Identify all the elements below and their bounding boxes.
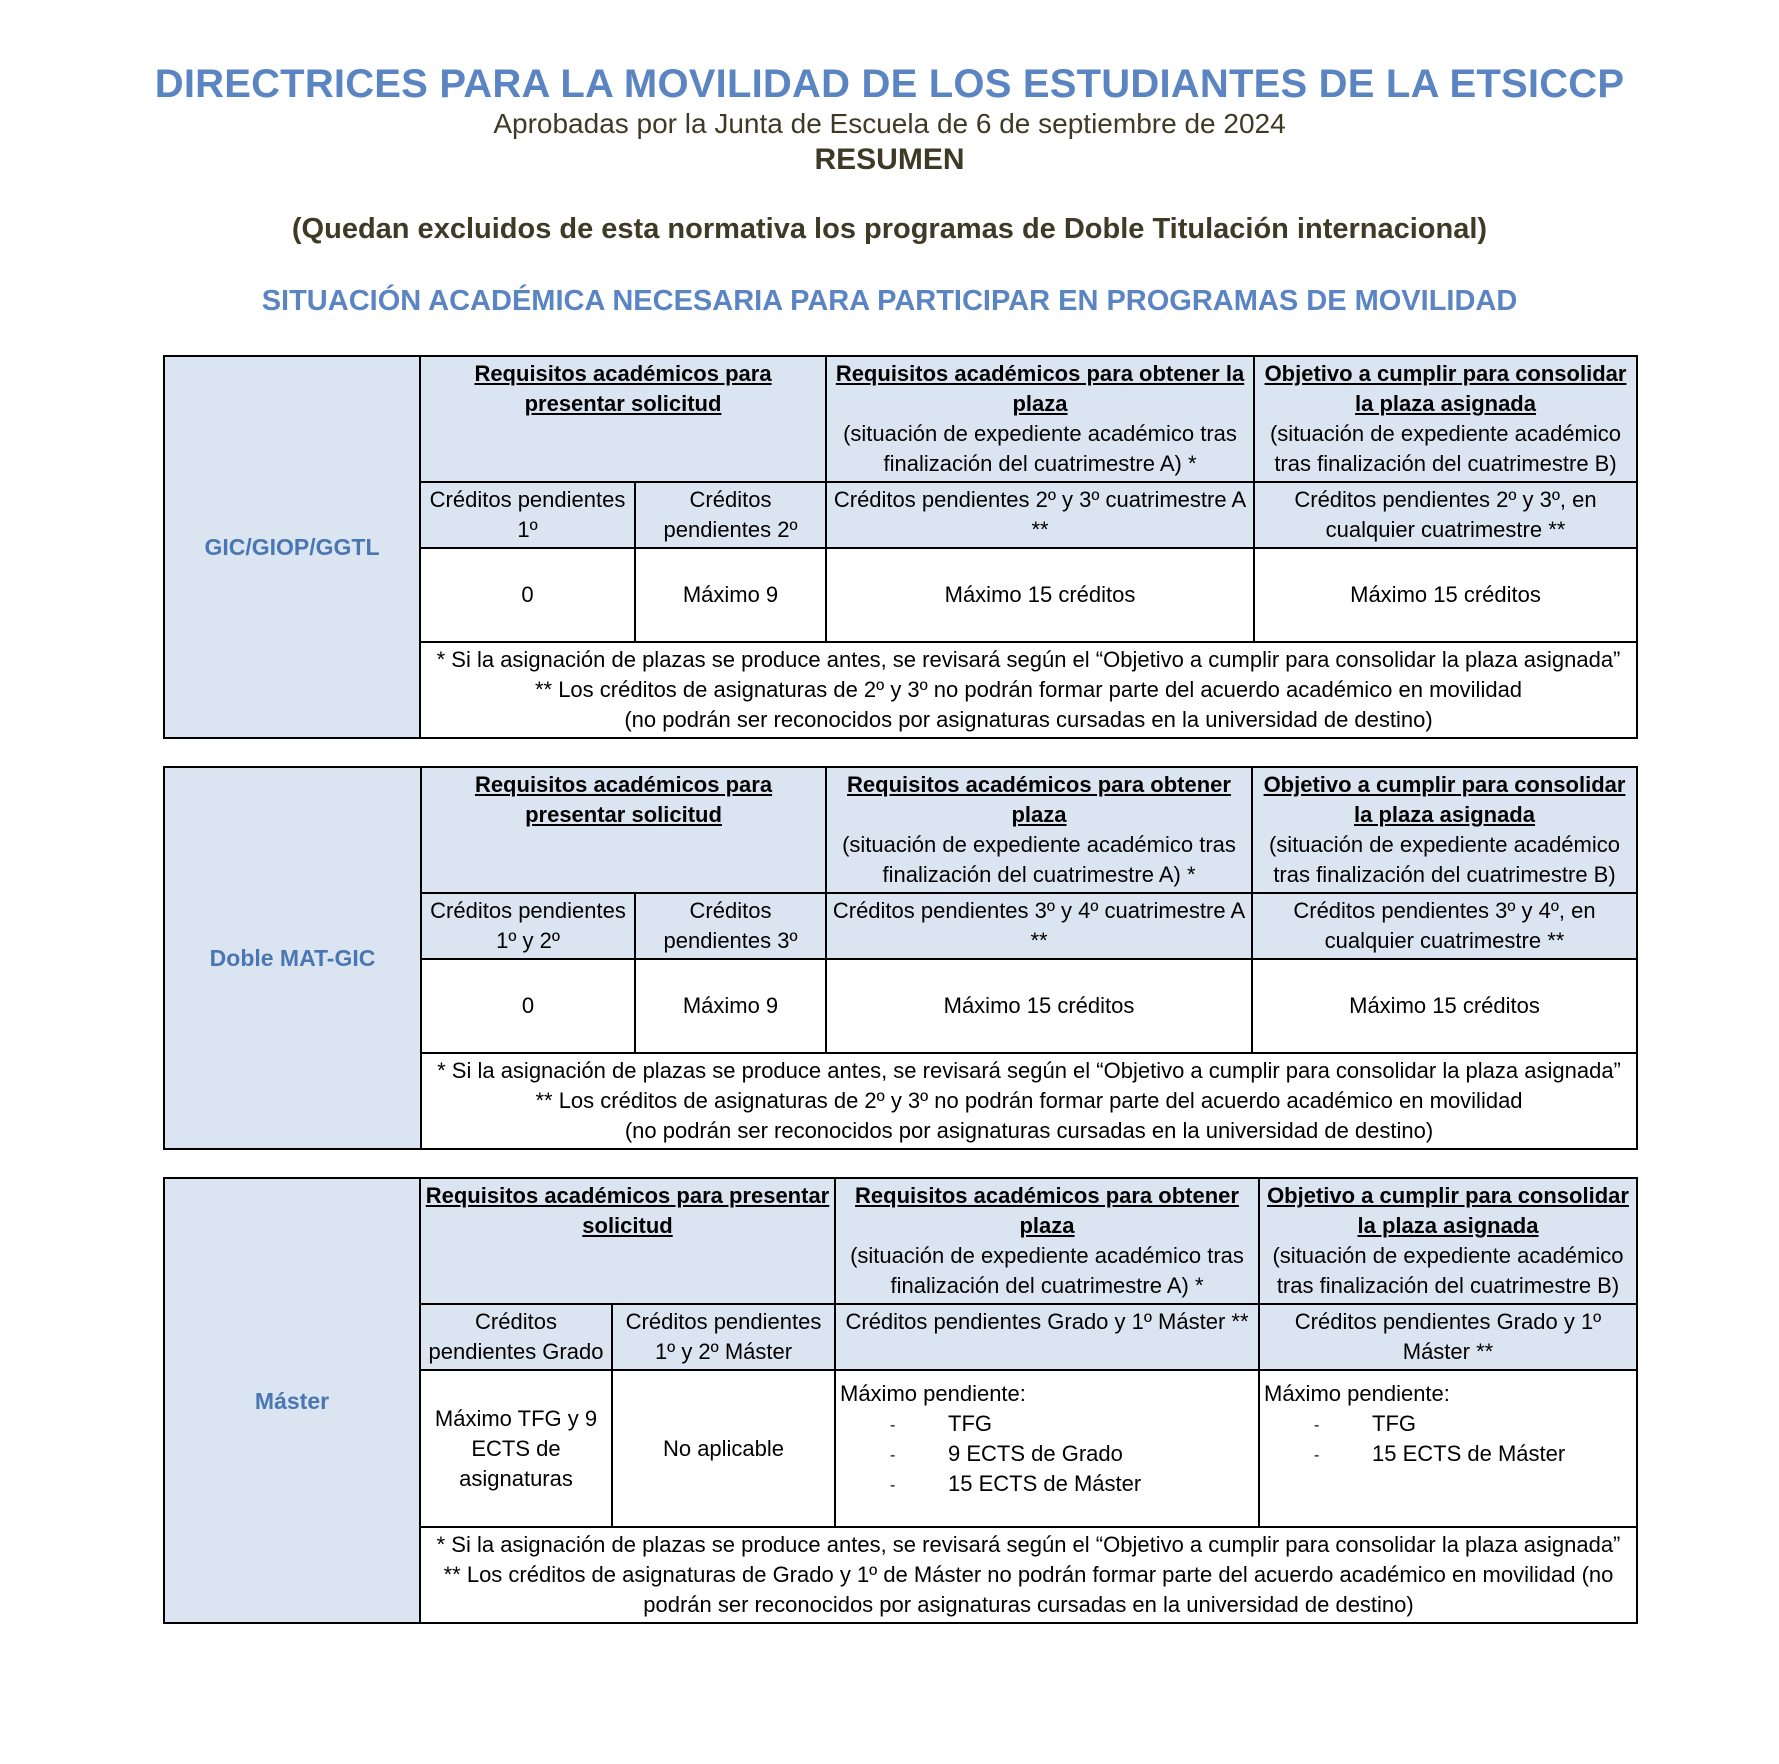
subheader: Créditos pendientes 3º y 4º, en cualquier cuatrimestre ** [1252, 893, 1637, 959]
header-title: Requisitos académicos para obtener plaza [847, 772, 1231, 827]
list-item: - TFG [890, 1409, 1255, 1439]
list-lead: Máximo pendiente: [840, 1381, 1026, 1406]
subheader: Créditos pendientes 2º y 3º, en cualquier cuatrimestre ** [1254, 482, 1637, 548]
header-obtain [835, 1178, 1259, 1304]
header-obtain [826, 356, 1254, 482]
list-item: - 9 ECTS de Grado [890, 1439, 1255, 1469]
header-title: Requisitos académicos para obtener la plaza [835, 361, 1245, 416]
requirements-table-doble [163, 766, 1638, 1150]
header-subtitle: (situación de expediente académico tras finalización del cuatrimestre A) * [842, 832, 1236, 887]
header-application [421, 767, 826, 893]
value-list-cell [835, 1370, 1259, 1527]
subheader: Créditos pendientes Grado y 1º Máster ** [835, 1304, 1259, 1370]
pending-list [1264, 1409, 1633, 1469]
footnotes [420, 1527, 1637, 1623]
header-title: Requisitos académicos para obtener plaza [855, 1183, 1239, 1238]
exclusion-note: (Quedan excluidos de esta normativa los programas de Doble Titulación internacional) [291, 213, 1488, 245]
header-consolidate [1252, 767, 1637, 893]
section-title: SITUACIÓN ACADÉMICA NECESARIA PARA PARTICIPAR EN PROGRAMAS DE MOVILIDAD [261, 285, 1518, 317]
value-cell: Máximo 9 [635, 548, 826, 642]
footnote: (no podrán ser reconocidos por asignaturas cursadas en la universidad de destino) [624, 707, 1433, 732]
header-consolidate [1259, 1178, 1637, 1304]
requirements-table-master [163, 1177, 1638, 1624]
list-item: - TFG [1314, 1409, 1633, 1439]
value-cell: Máximo 15 créditos [826, 548, 1254, 642]
value-cell: 0 [420, 548, 635, 642]
header-title: Objetivo a cumplir para consolidar la plaza asignada [1263, 772, 1626, 827]
footnote: * Si la asignación de plazas se produce antes, se revisará según el “Objetivo a cumplir para consolidar la plaza asignada” [436, 647, 1621, 672]
subheader: Créditos pendientes 1º [420, 482, 635, 548]
header-title: Requisitos académicos para presentar solicitud [474, 772, 773, 827]
header-title: Objetivo a cumplir para consolidar la plaza asignada [1267, 1183, 1629, 1238]
header-subtitle: (situación de expediente académico tras finalización del cuatrimestre A) * [850, 1243, 1244, 1298]
program-label: GIC/GIOP/GGTL [164, 356, 420, 738]
subheader: Créditos pendientes 1º y 2º Máster [612, 1304, 835, 1370]
header-subtitle: (situación de expediente académico tras finalización del cuatrimestre A) * [843, 421, 1237, 476]
summary-heading: RESUMEN [814, 143, 965, 176]
approval-line: Aprobadas por la Junta de Escuela de 6 de septiembre de 2024 [493, 108, 1286, 139]
header-consolidate [1254, 356, 1637, 482]
footnote: (no podrán ser reconocidos por asignaturas cursadas en la universidad de destino) [624, 1118, 1434, 1143]
subheader: Créditos pendientes Grado y 1º Máster ** [1259, 1304, 1637, 1370]
footnote: ** Los créditos de asignaturas de 2º y 3º no podrán formar parte del acuerdo académico en movilidad [535, 1088, 1523, 1113]
document-title: DIRECTRICES PARA LA MOVILIDAD DE LOS ESTUDIANTES DE LA ETSICCP [154, 62, 1625, 106]
subheader: Créditos pendientes 2º [635, 482, 826, 548]
header-title: Requisitos académicos para presentar solicitud [425, 1183, 830, 1238]
header-subtitle: (situación de expediente académico tras finalización del cuatrimestre B) [1269, 421, 1621, 476]
value-cell: Máximo 15 créditos [1252, 959, 1637, 1053]
value-cell: Máximo 9 [635, 959, 826, 1053]
header-application [420, 356, 826, 482]
value-cell: No aplicable [612, 1370, 835, 1527]
value-cell: Máximo TFG y 9 ECTS de asignaturas [420, 1370, 612, 1527]
subheader: Créditos pendientes Grado [420, 1304, 612, 1370]
header-obtain [826, 767, 1252, 893]
footnote: ** Los créditos de asignaturas de 2º y 3º no podrán formar parte del acuerdo académico en movilidad [534, 677, 1523, 702]
footnotes [421, 1053, 1637, 1149]
header-application [420, 1178, 835, 1304]
list-lead: Máximo pendiente: [1264, 1381, 1450, 1406]
footnotes [420, 642, 1637, 738]
footnote: * Si la asignación de plazas se produce antes, se revisará según el “Objetivo a cumplir para consolidar la plaza asignada” [437, 1058, 1621, 1083]
footnote: ** Los créditos de asignaturas de Grado y 1º de Máster no podrán formar parte del acuerdo académico en movilidad (no podrán ser reconocidos por asignaturas cursadas en la universidad de destino) [443, 1562, 1614, 1617]
subheader: Créditos pendientes 2º y 3º cuatrimestre A ** [826, 482, 1254, 548]
subheader: Créditos pendientes 1º y 2º [421, 893, 635, 959]
header-subtitle: (situación de expediente académico tras finalización del cuatrimestre B) [1268, 832, 1620, 887]
subheader: Créditos pendientes 3º [635, 893, 826, 959]
value-cell: Máximo 15 créditos [826, 959, 1252, 1053]
pending-list [840, 1409, 1255, 1499]
program-label: Doble MAT-GIC [164, 767, 421, 1149]
footnote: * Si la asignación de plazas se produce antes, se revisará según el “Objetivo a cumplir para consolidar la plaza asignada” [436, 1532, 1621, 1557]
header-subtitle: (situación de expediente académico tras finalización del cuatrimestre B) [1272, 1243, 1624, 1298]
list-item: - 15 ECTS de Máster [1314, 1439, 1633, 1469]
header-title: Objetivo a cumplir para consolidar la plaza asignada [1264, 361, 1627, 416]
subheader: Créditos pendientes 3º y 4º cuatrimestre A ** [826, 893, 1252, 959]
value-cell: Máximo 15 créditos [1254, 548, 1637, 642]
value-cell: 0 [421, 959, 635, 1053]
program-label: Máster [164, 1178, 420, 1623]
header-title: Requisitos académicos para presentar solicitud [474, 361, 772, 416]
value-list-cell [1259, 1370, 1637, 1527]
list-item: - 15 ECTS de Máster [890, 1469, 1255, 1499]
requirements-table-gic [163, 355, 1638, 739]
